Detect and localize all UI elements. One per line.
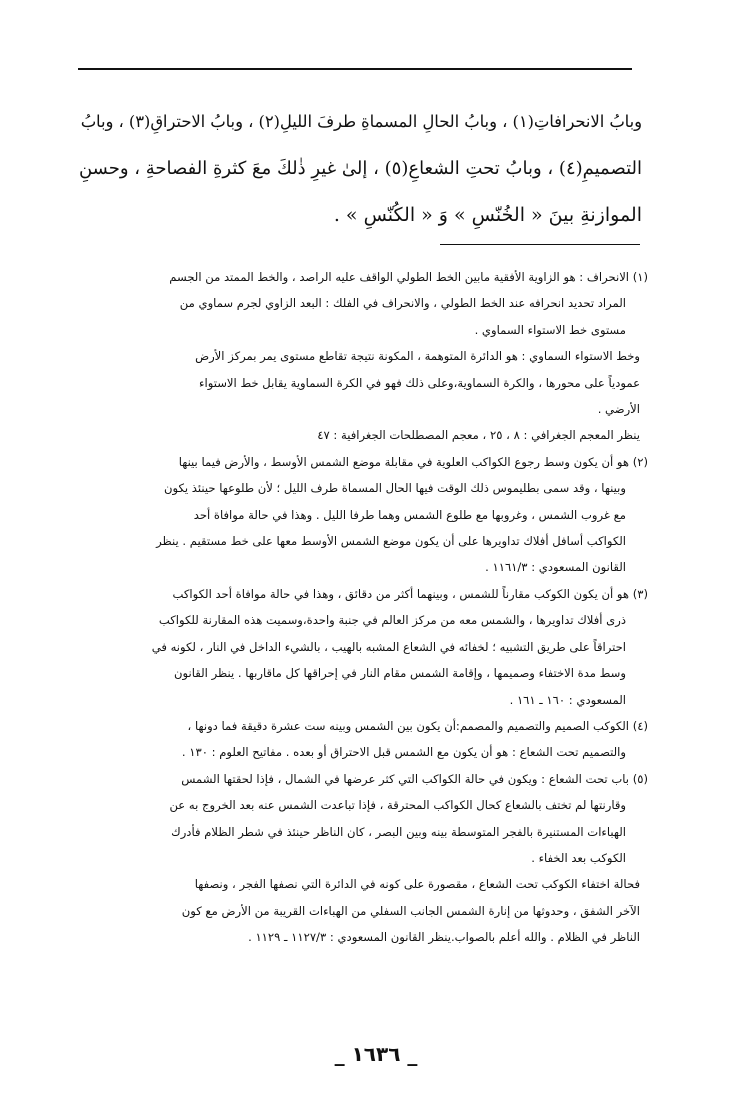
top-rule (78, 68, 632, 70)
main-text (74, 98, 642, 239)
footnote-separator (440, 244, 640, 245)
footnote-line: فحالة اختفاء الكوكب تحت الشعاع ، مقصورة على كونه في الدائرة التي نصفها الفجر ، ونصفها (194, 877, 640, 892)
main-text-line: الموازنةِ بينَ « الخُنّسِ » وَ « الكُنّسِ » . (333, 204, 642, 226)
footnotes (68, 264, 648, 951)
footnote-line: احتراقاً على طريق التشبيه ؛ لخفائه في الشعاع المشبه بالهيب ، بالشيء الداخل في النار ، لكونه في (151, 639, 626, 654)
footnote-line: الأرضي . (597, 402, 640, 417)
footnote-3 (68, 581, 648, 713)
footnote-line: والتصميم تحت الشعاع : هو أن يكون مع الشمس قبل الاحتراق أو بعده . مفاتيح العلوم : ١٣٠ . (181, 745, 626, 760)
footnote-line: القانون المسعودي : ١١٦١/٣ . (485, 560, 626, 575)
footnote-2 (68, 449, 648, 581)
footnote-line: الكواكب أسافل أفلاك تداويرها على أن يكون موضع الشمس الأوسط معها على خط مستقيم . ينظر (156, 534, 626, 549)
footnote-5 (68, 766, 648, 872)
footnote-line: ذرى أفلاك تداويرها ، والشمس معه من مركز العالم في جنبة واحدة،وسميت هذه المقارنة للكواكب (158, 613, 626, 628)
main-text-line: التصميمِ(٤) ، وبابُ تحتِ الشعاعِ(٥) ، إلىٰ غيرِ ذٰلكَ معَ كثرةِ الفصاحةِ ، وحسنِ (78, 158, 642, 179)
footnote-line: وسط مدة الاختفاء وصميمها ، وإقامة الشمس مقام النار في إحراقها كل ماقاربها . ينظر القانون (174, 666, 626, 681)
footnote-line: (٣) هو أن يكون الكوكب مقارناً للشمس ، وبينهما أكثر من دقائق ، وهذا في حالة موافاة أحد الكواكب (172, 586, 648, 601)
footnote-line: ينظر المعجم الجغرافي : ٨ ، ٢٥ ، معجم المصطلحات الجغرافية : ٤٧ (317, 428, 640, 443)
footnote-line: (٤) الكوكب الصميم والتصميم والمصمم:أن يكون بين الشمس وبينه ست عشرة دقيقة فما دونها ، (187, 718, 648, 733)
footnote-4 (68, 713, 648, 766)
footnote-line: الهباءات المستنيرة بالفجر المتوسطة بينه وبين البصر ، كان الناظر حينئذ في شطر الظلام فأدرك (171, 824, 626, 839)
footnote-line: الآخر الشفق ، وحدوثها من إنارة الشمس الجانب السفلي من الهباءات القريبة من الأرض مع كون (181, 903, 640, 918)
footnote-line: وخط الاستواء السماوي : هو الدائرة المتوهمة ، المكونة نتيجة تقاطع مستوى يمر بمركز الأرض (195, 349, 640, 364)
footnote-line: الكوكب بعد الخفاء . (531, 850, 626, 865)
footnote-line: (٥) باب تحت الشعاع : ويكون في حالة الكواكب التي كثر عرضها في الشمال ، فإذا لحقتها الشمس (181, 771, 648, 786)
page-number: _ ١٦٣٦ _ (334, 1042, 418, 1066)
footnote-line: الناظر في الظلام . والله أعلم بالصواب.ينظر القانون المسعودي : ١١٢٧/٣ ـ ١١٢٩ . (248, 930, 640, 945)
footnote-line: مستوى خط الاستواء السماوي . (474, 322, 626, 337)
footnote-line: المسعودي : ١٦٠ ـ ١٦١ . (509, 692, 626, 707)
footnote-line: عمودياً على محورها ، والكرة السماوية،وعلى ذلك فهو في الكرة السماوية يقابل خط الاستواء (199, 375, 640, 390)
footnote-5-continued (68, 871, 648, 950)
main-text-line: وبابُ الانحرافاتِ(١) ، وبابُ الحالِ المسماةِ طرفَ الليلِ(٢) ، وبابُ الاحتراقِ(٣) ، وبابُ (80, 112, 642, 131)
footnote-line: (١) الانحراف : هو الزاوية الأفقية مابين الخط الطولي الواقف عليه الراصد ، والخط الممتد من الجسم (169, 270, 648, 284)
footnote-line: المراد تحديد انحرافه عند الخط الطولي ، والانحراف في الفلك : البعد الزاوي لجرم سماوي من (179, 296, 626, 311)
footnote-line: (٢) هو أن يكون وسط رجوع الكواكب العلوية في مقابلة موضع الشمس الأوسط ، والأرض فيما بينها (178, 454, 648, 469)
footnote-line: مع غروب الشمس ، وغروبها مع طلوع الشمس وهما طرفا الليل . وهذا في حالة موافاة أحد (193, 507, 626, 522)
footnote-line: وقارنتها لم تختف بالشعاع كحال الكواكب المحترقة ، فإذا تباعدت الشمس عنه بعد الخروج به عن (169, 798, 626, 813)
footnote-line: وبينها ، وقد سمى بطليموس ذلك الوقت فيها الحال المسماة طرف الليل ؛ لأن طلوعها حينئذ يكون (163, 481, 626, 496)
footnote-1-continued (68, 343, 648, 449)
footnote-1 (68, 264, 648, 343)
